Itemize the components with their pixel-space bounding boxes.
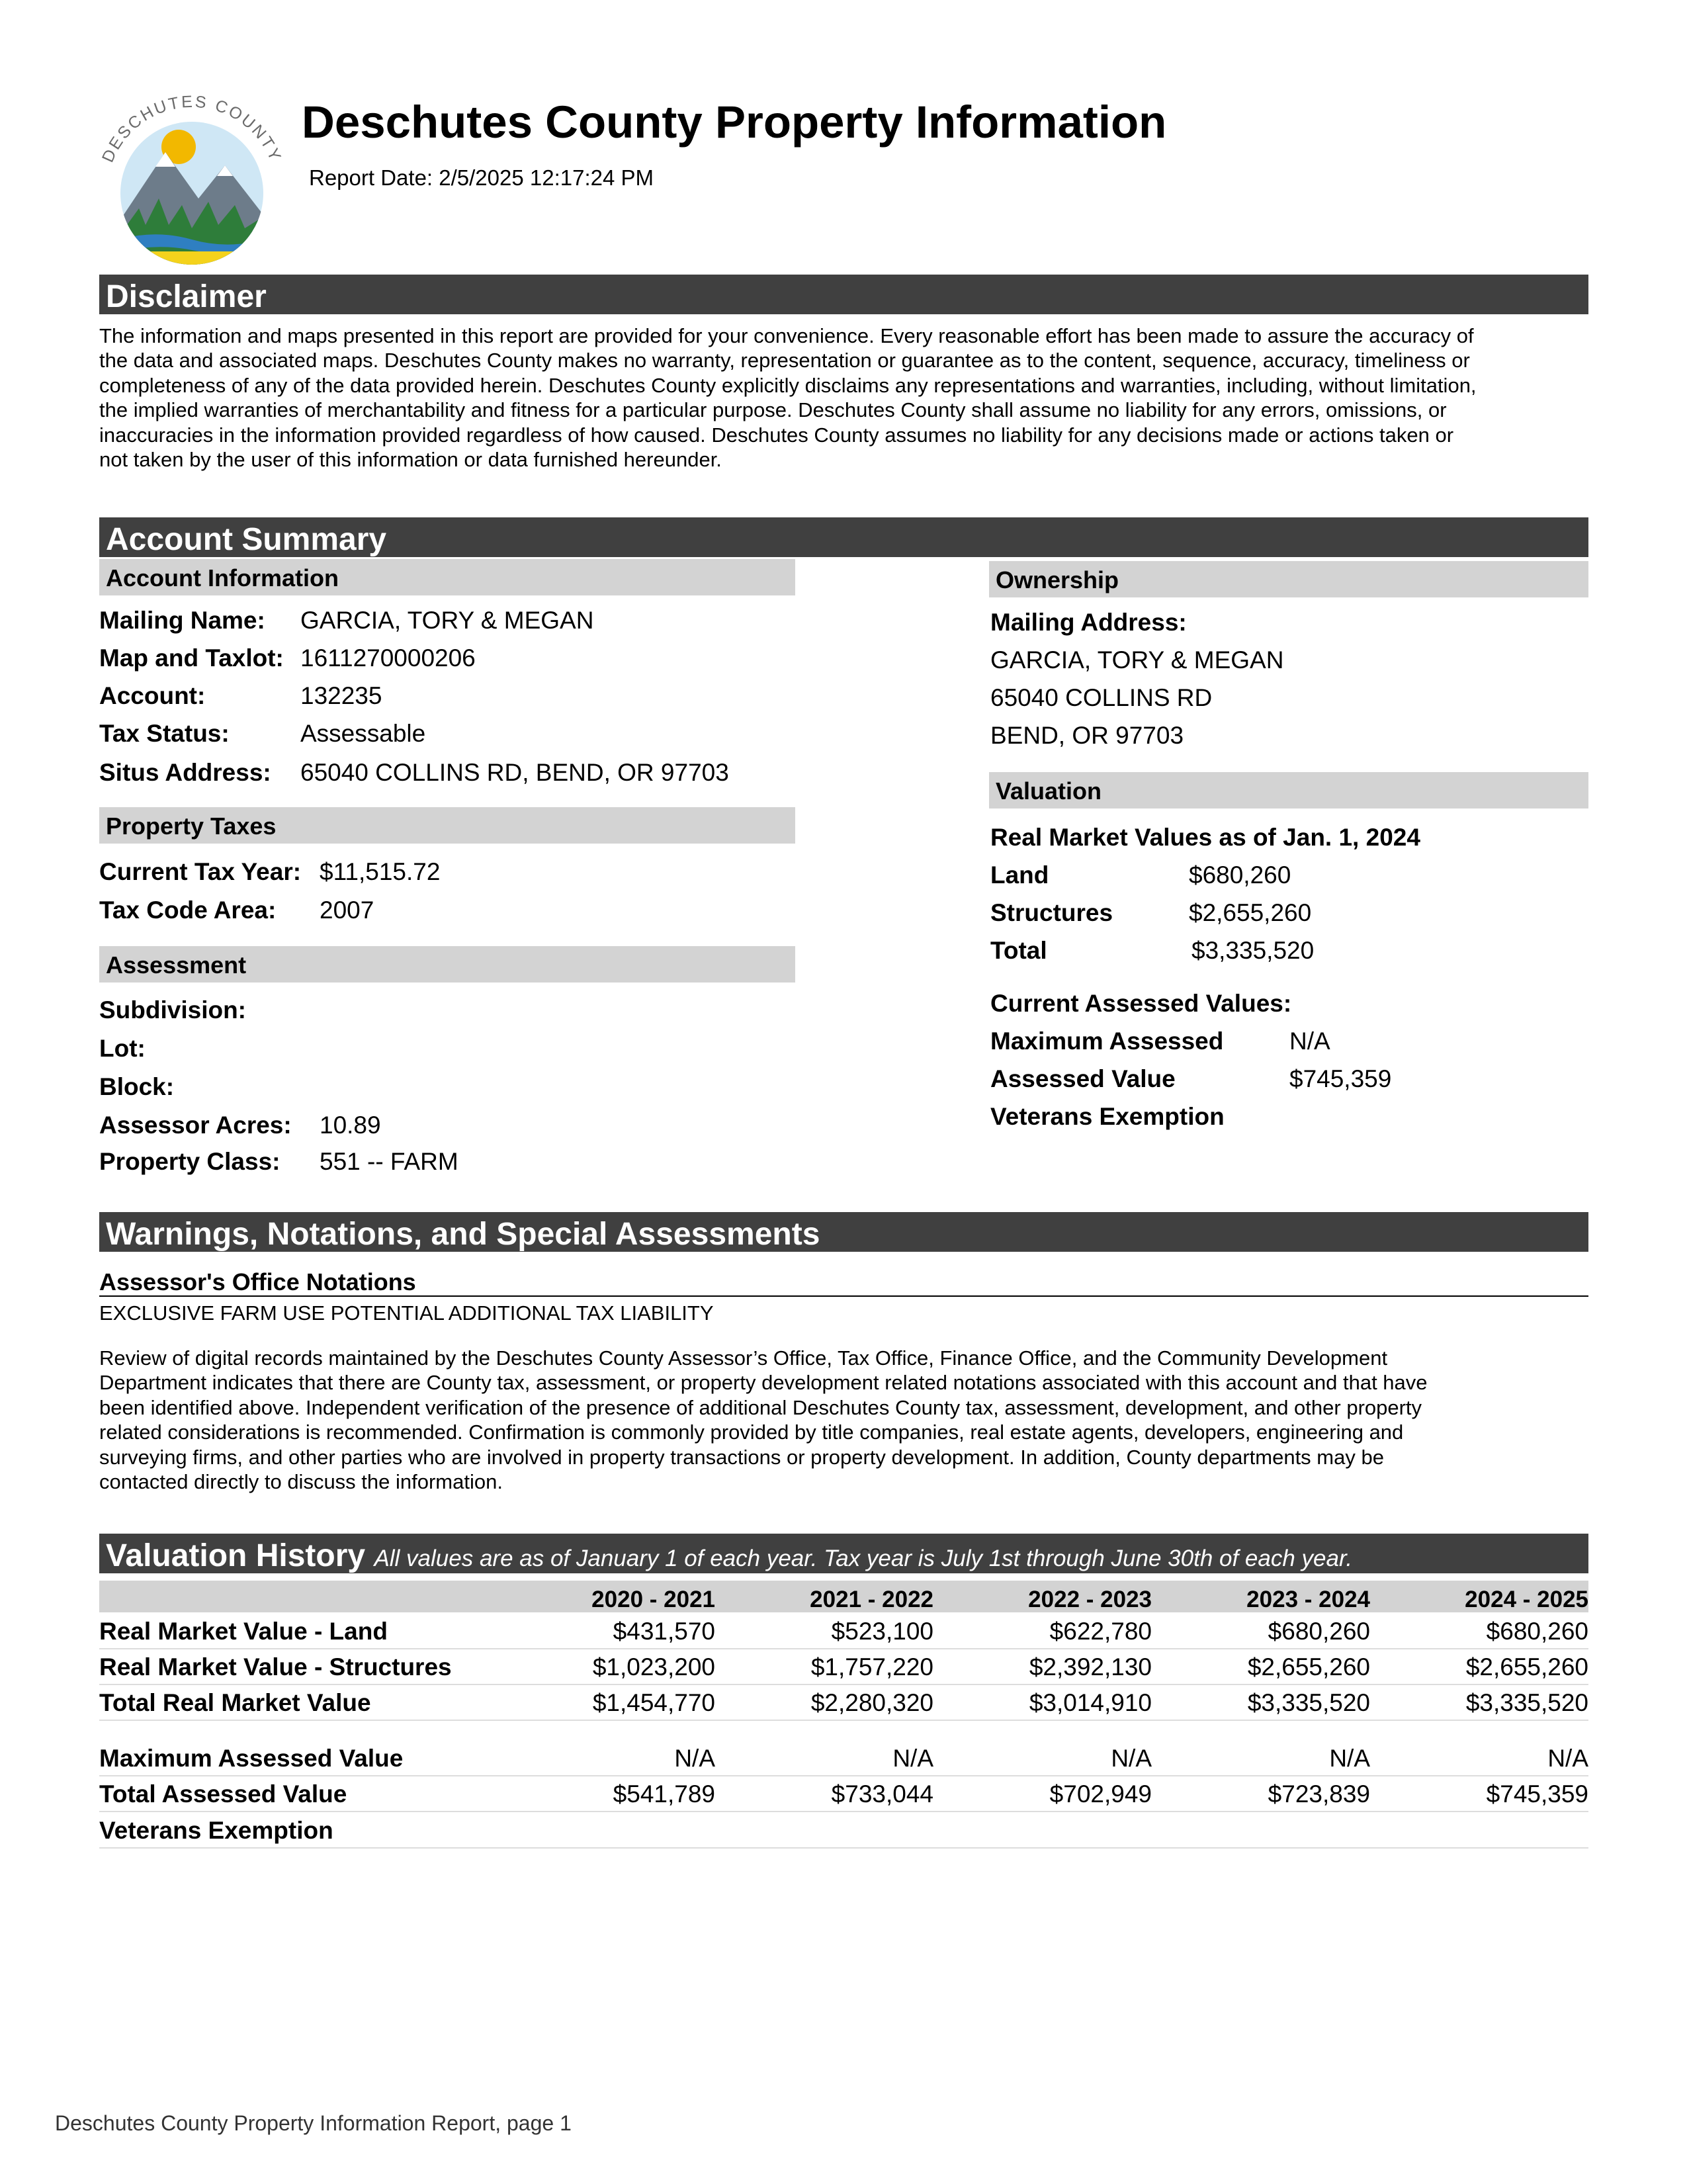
table-cell: N/A [1329, 1745, 1370, 1772]
table-cell: N/A [674, 1745, 715, 1772]
column-header: 2023 - 2024 [1246, 1587, 1370, 1612]
disclaimer-line: inaccuracies in the information provided regardless of how caused. Deschutes County assumes no liability for any decisions made or actions taken or [99, 423, 1454, 447]
account-label: Account: [99, 682, 206, 709]
review-line: been identified above. Independent verification of the presence of additional Deschutes County tax, assessment, development, and other property [99, 1395, 1422, 1419]
table-cell: $3,335,520 [1465, 1689, 1588, 1716]
row-label: Real Market Value - Land [99, 1618, 388, 1645]
table-cell: $431,570 [613, 1618, 715, 1645]
rmv-total-value: $3,335,520 [1191, 937, 1315, 964]
row-divider [99, 1811, 1588, 1812]
mailing-address-label: Mailing Address: [990, 609, 1187, 636]
mailing-name-label: Mailing Name: [99, 607, 265, 634]
table-cell: $723,839 [1268, 1780, 1370, 1808]
mailing-name-value: GARCIA, TORY & MEGAN [300, 607, 594, 634]
valuation-history-title [106, 1540, 1352, 1572]
account-information-bar [99, 559, 795, 595]
row-divider [99, 1684, 1588, 1685]
rmv-total-label: Total [990, 937, 1047, 964]
disclaimer-line: the data and associated maps. Deschutes County makes no warranty, representation or guarantee as to the content, sequence, accuracy, timeliness or [99, 349, 1470, 372]
disclaimer-line: the implied warranties of merchantability and fitness for a particular purpose. Deschutes County shall assume no liability for any errors, omissions, or [99, 398, 1447, 422]
situs-address-label: Situs Address: [99, 759, 271, 786]
valuation-history-subheading: All values are as of January 1 of each year. Tax year is July 1st through June 30th of each year. [374, 1546, 1353, 1571]
tax-code-area-label: Tax Code Area: [99, 896, 277, 924]
rmv-land-value: $680,260 [1189, 861, 1291, 889]
property-class-value: 551 -- FARM [320, 1148, 458, 1175]
account-summary-section-bar [99, 517, 1588, 557]
assessment-bar [99, 946, 795, 983]
row-divider [99, 1847, 1588, 1849]
column-header: 2020 - 2021 [591, 1587, 715, 1612]
table-cell: $2,280,320 [810, 1689, 933, 1716]
disclaimer-heading: Disclaimer [106, 279, 267, 314]
review-line: surveying firms, and other parties who are involved in property transactions or property development. In addition, County departments may be [99, 1445, 1384, 1469]
table-cell: $1,023,200 [592, 1653, 715, 1681]
table-cell: $622,780 [1049, 1618, 1152, 1645]
mailing-address-line: BEND, OR 97703 [990, 722, 1184, 749]
table-cell: $523,100 [831, 1618, 933, 1645]
tax-status-label: Tax Status: [99, 720, 230, 747]
mailing-address-line: 65040 COLLINS RD [990, 684, 1213, 711]
row-divider [99, 1775, 1588, 1776]
tax-status-value: Assessable [300, 720, 426, 747]
review-text [99, 1346, 1588, 1494]
table-cell: N/A [892, 1745, 933, 1772]
lot-label: Lot: [99, 1035, 146, 1062]
table-cell: $680,260 [1486, 1618, 1588, 1645]
table-cell: N/A [1111, 1745, 1152, 1772]
valuation-bar [989, 772, 1588, 808]
table-cell: $2,655,260 [1247, 1653, 1370, 1681]
table-cell: $733,044 [831, 1780, 933, 1808]
table-cell: $680,260 [1268, 1618, 1370, 1645]
maximum-assessed-value: N/A [1289, 1027, 1330, 1055]
account-value: 132235 [300, 682, 382, 709]
rmv-land-label: Land [990, 861, 1049, 889]
review-line: Review of digital records maintained by the Deschutes County Assessor’s Office, Tax Office, Finance Office, and the Community Development [99, 1346, 1388, 1370]
disclaimer-line: not taken by the user of this information or data furnished hereunder. [99, 448, 722, 472]
table-cell: $1,757,220 [810, 1653, 933, 1681]
warnings-section-bar [99, 1212, 1588, 1252]
row-label: Veterans Exemption [99, 1817, 333, 1844]
column-header: 2024 - 2025 [1465, 1587, 1588, 1612]
rmv-structures-value: $2,655,260 [1189, 899, 1312, 926]
account-summary-heading: Account Summary [106, 522, 387, 557]
table-cell: $2,392,130 [1029, 1653, 1152, 1681]
ownership-bar [989, 561, 1588, 597]
cav-heading: Current Assessed Values: [990, 990, 1292, 1017]
row-divider [99, 1648, 1588, 1649]
subdivision-label: Subdivision: [99, 996, 246, 1024]
rmv-heading: Real Market Values as of Jan. 1, 2024 [990, 824, 1420, 851]
map-taxlot-label: Map and Taxlot: [99, 644, 284, 672]
table-cell: $1,454,770 [592, 1689, 715, 1716]
disclaimer-line: The information and maps presented in this report are provided for your convenience. Every reasonable effort has been made to assure the accuracy of [99, 324, 1474, 347]
table-cell: N/A [1547, 1745, 1588, 1772]
notation-text: EXCLUSIVE FARM USE POTENTIAL ADDITIONAL TAX LIABILITY [99, 1301, 714, 1325]
table-cell: $541,789 [613, 1780, 715, 1808]
assessed-value-value: $745,359 [1289, 1065, 1392, 1092]
valuation-heading: Valuation [996, 777, 1102, 805]
ownership-heading: Ownership [996, 566, 1119, 593]
warnings-heading: Warnings, Notations, and Special Assessments [106, 1217, 820, 1252]
account-information-heading: Account Information [106, 564, 339, 591]
row-divider [99, 1720, 1588, 1721]
column-header: 2022 - 2023 [1028, 1587, 1152, 1612]
column-header: 2021 - 2022 [810, 1587, 933, 1612]
property-class-label: Property Class: [99, 1148, 281, 1175]
situs-address-value: 65040 COLLINS RD, BEND, OR 97703 [300, 759, 729, 786]
block-label: Block: [99, 1073, 175, 1100]
valuation-history-heading: Valuation History [106, 1538, 366, 1573]
county-logo [93, 93, 291, 265]
review-line: related considerations is recommended. Confirmation is commonly provided by title companies, real estate agents, developers, engineering and [99, 1420, 1404, 1444]
row-label: Real Market Value - Structures [99, 1653, 452, 1681]
mailing-address-line: GARCIA, TORY & MEGAN [990, 646, 1284, 674]
tax-code-area-value: 2007 [320, 896, 374, 924]
property-taxes-bar [99, 807, 795, 844]
row-label: Maximum Assessed Value [99, 1745, 404, 1772]
assessor-acres-value: 10.89 [320, 1112, 381, 1139]
assessed-value-label: Assessed Value [990, 1065, 1176, 1092]
page-title: Deschutes County Property Information [302, 97, 1167, 148]
page-footer: Deschutes County Property Information Report, page 1 [55, 2111, 572, 2135]
notations-divider [99, 1295, 1588, 1297]
row-label: Total Assessed Value [99, 1780, 347, 1808]
assessment-heading: Assessment [106, 951, 247, 979]
table-cell: $3,014,910 [1029, 1689, 1152, 1716]
map-taxlot-value: 1611270000206 [300, 644, 476, 672]
valuation-history-section-bar [99, 1534, 1588, 1573]
disclaimer-section-bar [99, 275, 1588, 314]
table-cell: $702,949 [1049, 1780, 1152, 1808]
logo-text: DESCHUTES COUNTY [98, 93, 286, 165]
row-label: Total Real Market Value [99, 1689, 371, 1716]
rmv-structures-label: Structures [990, 899, 1113, 926]
table-cell: $745,359 [1486, 1780, 1588, 1808]
review-line: Department indicates that there are County tax, assessment, or property development related notations associated with this account and that have [99, 1371, 1428, 1395]
disclaimer-text [99, 324, 1588, 472]
current-tax-year-label: Current Tax Year: [99, 858, 302, 885]
table-cell: $3,335,520 [1247, 1689, 1370, 1716]
table-cell: $2,655,260 [1465, 1653, 1588, 1681]
report-date: Report Date: 2/5/2025 12:17:24 PM [309, 165, 654, 190]
assessor-notations-heading: Assessor's Office Notations [99, 1268, 416, 1295]
assessor-acres-label: Assessor Acres: [99, 1112, 292, 1139]
current-tax-year-value: $11,515.72 [320, 858, 441, 885]
maximum-assessed-label: Maximum Assessed [990, 1027, 1224, 1055]
disclaimer-line: completeness of any of the data provided herein. Deschutes County explicitly disclaims any representations and warranties, including, without limitation, [99, 373, 1477, 397]
review-line: contacted directly to discuss the information. [99, 1470, 503, 1494]
property-taxes-heading: Property Taxes [106, 812, 277, 840]
veterans-exemption-label: Veterans Exemption [990, 1103, 1225, 1130]
